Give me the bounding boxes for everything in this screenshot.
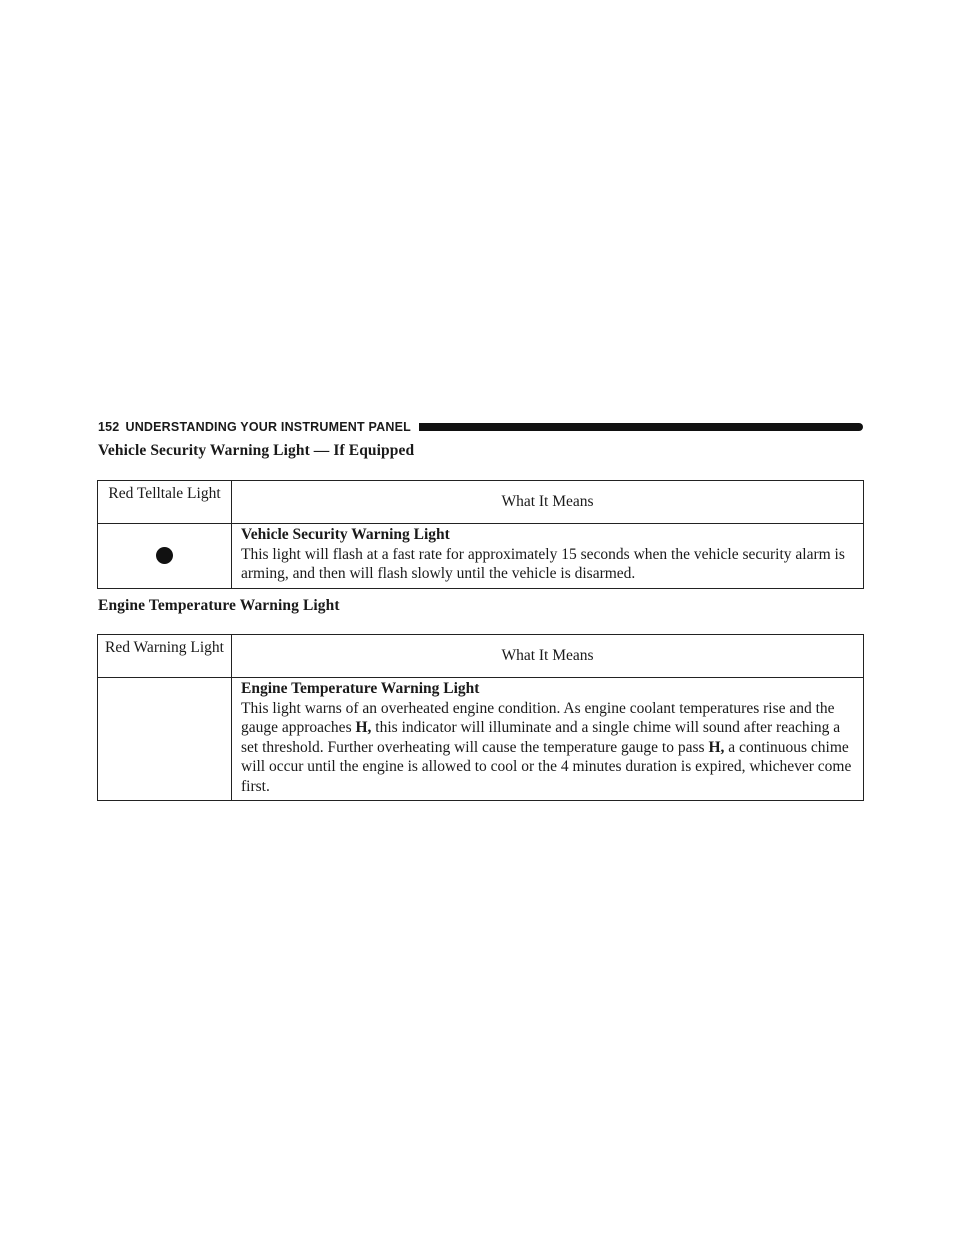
- col-header-meaning: What It Means: [232, 481, 864, 524]
- row-title: Engine Temperature Warning Light: [241, 680, 480, 697]
- engine-temperature-table: [97, 634, 864, 801]
- row-bold-h-2: H,: [708, 738, 725, 756]
- col-header-telltale: Red Telltale Light: [98, 481, 232, 524]
- page-header: [98, 418, 863, 436]
- row-description-part2: this indicator will illuminate and a single chime will sound after reaching a set threshold. Further overheating will cause the temperature gauge to pass: [241, 719, 841, 756]
- page-number: 152: [98, 420, 120, 434]
- row-description: This light will flash at a fast rate for approximately 15 seconds when the vehicle security alarm is arming, and then will flash slowly until the vehicle is disarmed.: [241, 545, 845, 582]
- col-header-warning: Red Warning Light: [98, 635, 232, 678]
- meaning-cell: [232, 678, 864, 801]
- section-title-engine-temperature: Engine Temperature Warning Light: [98, 597, 340, 614]
- icon-cell: [98, 524, 232, 589]
- header-rule: [419, 423, 863, 431]
- section-title-vehicle-security: Vehicle Security Warning Light — If Equipped: [98, 442, 415, 459]
- chapter-title: UNDERSTANDING YOUR INSTRUMENT PANEL: [125, 420, 411, 434]
- table-header-row: [98, 635, 864, 678]
- row-description-part1: This light warns of an overheated engine condition. As engine coolant temperatures rise and the gauge approaches: [241, 699, 835, 736]
- table-header-row: [98, 481, 864, 524]
- row-description-part3: a continuous chime will occur until the engine is allowed to cool or the 4 minutes duration is expired, whichever come first.: [241, 738, 852, 795]
- col-header-meaning: What It Means: [232, 635, 864, 678]
- table-row: [98, 678, 864, 801]
- table-row: [98, 524, 864, 589]
- vehicle-security-icon: [156, 547, 173, 564]
- row-title: Vehicle Security Warning Light: [241, 526, 450, 543]
- meaning-cell: [232, 524, 864, 589]
- vehicle-security-table: [97, 480, 864, 589]
- row-bold-h-1: H,: [355, 719, 372, 736]
- icon-cell: [98, 678, 232, 801]
